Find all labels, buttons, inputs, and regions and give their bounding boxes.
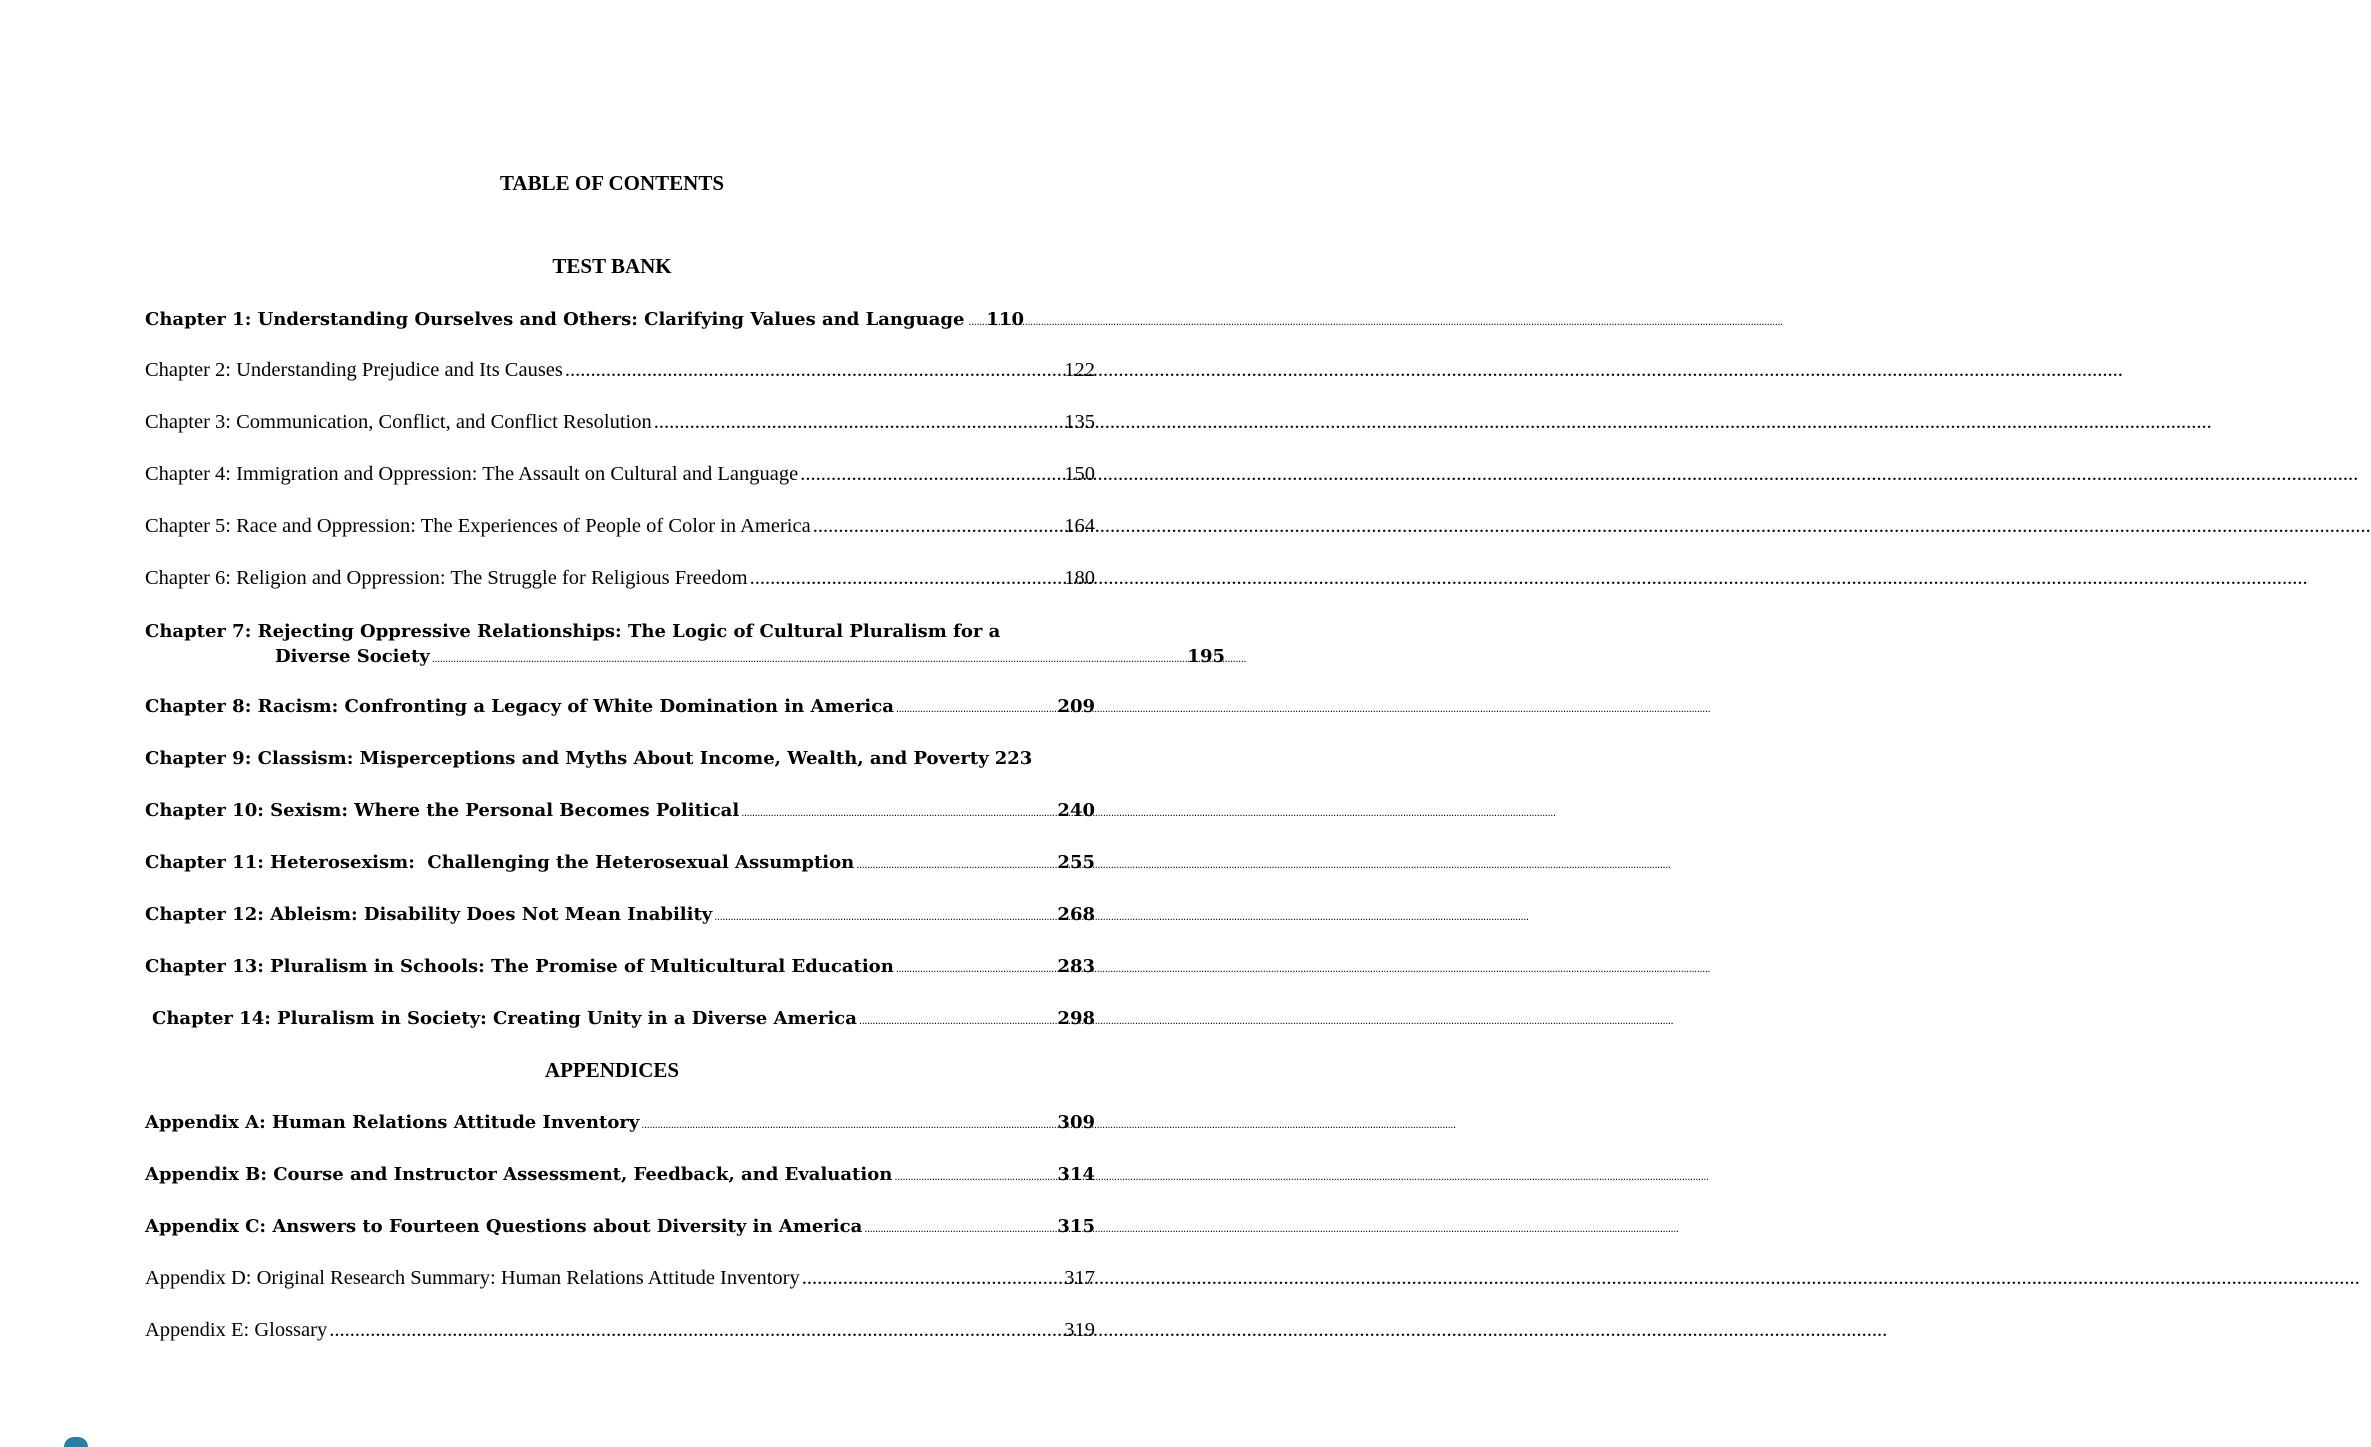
toc-entry-page: 309 [1057, 1112, 1095, 1133]
toc-entry-appendix-a[interactable] [145, 1110, 1095, 1139]
toc-entry-page: 255 [1057, 852, 1095, 873]
toc-entry-page: 223 [994, 748, 1033, 769]
dot-leader [802, 1265, 1063, 1291]
toc-entry-chapter-11[interactable] [145, 850, 1095, 879]
toc-entry-appendix-c[interactable] [145, 1214, 1095, 1243]
dot-leader [968, 310, 982, 336]
toc-entry-title: Chapter 5: Race and Oppression: The Experiences of People of Color in America [145, 515, 811, 537]
toc-entry-chapter-8[interactable] [145, 694, 1095, 723]
toc-entry-chapter-13[interactable] [145, 954, 1095, 983]
toc-entry-chapter-3[interactable] [145, 409, 1095, 435]
toc-entry-appendix-e[interactable] [145, 1317, 1095, 1343]
toc-entry-title: Appendix E: Glossary [145, 1319, 328, 1341]
toc-entry-page: 180 [1064, 567, 1095, 589]
dot-leader [565, 357, 1062, 383]
toc-entry-title: Chapter 14: Pluralism in Society: Creating Unity in a Diverse America [152, 1008, 857, 1029]
dot-leader [894, 1165, 1055, 1191]
dot-leader [714, 905, 1055, 931]
toc-entry-title: Chapter 12: Ableism: Disability Does Not Mean Inability [145, 904, 713, 925]
toc-entry-page: 164 [1064, 515, 1095, 537]
dot-leader [896, 957, 1056, 983]
dot-leader [750, 565, 1063, 591]
dot-leader [800, 461, 1062, 487]
toc-entry-title: Chapter 13: Pluralism in Schools: The Promise of Multicultural Education [145, 956, 894, 977]
toc-entry-title: Chapter 11: Heterosexism: Challenging the Heterosexual Assumption [145, 852, 855, 873]
toc-entry-page: 319 [1064, 1319, 1095, 1341]
toc-entry-title: Appendix D: Original Research Summary: Human Relations Attitude Inventory [145, 1267, 800, 1289]
toc-entry-chapter-9[interactable] [145, 746, 1087, 772]
toc-entry-page: 315 [1057, 1216, 1095, 1237]
toc-entry-chapter-2[interactable] [145, 357, 1095, 383]
toc-entry-page: 317 [1064, 1267, 1095, 1289]
toc-entry-page: 209 [1057, 696, 1095, 717]
toc-entry-title: Chapter 6: Religion and Oppression: The Struggle for Religious Freedom [145, 567, 748, 589]
section-heading-test-bank: TEST BANK [552, 254, 672, 278]
toc-entry-title: Chapter 4: Immigration and Oppression: The Assault on Cultural and Language [145, 463, 799, 485]
toc-entry-title-line-1: Chapter 7: Rejecting Oppressive Relationships: The Logic of Cultural Pluralism for a [145, 621, 1001, 642]
toc-entry-chapter-1[interactable] [145, 307, 1085, 336]
dot-leader [896, 697, 1056, 723]
toc-entry-title: Chapter 1: Understanding Ourselves and Others: Clarifying Values and Language [145, 309, 965, 330]
toc-entry-appendix-d[interactable] [145, 1265, 1095, 1291]
toc-entry-appendix-b[interactable] [145, 1162, 1095, 1191]
toc-entry-title: Appendix A: Human Relations Attitude Inventory [145, 1112, 640, 1133]
toc-entry-page: 298 [1057, 1008, 1095, 1029]
toc-entry-page: 122 [1064, 359, 1095, 381]
toc-entry-chapter-14[interactable] [152, 1006, 1095, 1035]
section-heading-appendices: APPENDICES [544, 1058, 680, 1082]
toc-entry-page: 314 [1057, 1164, 1095, 1185]
toc-entry-chapter-4[interactable] [145, 461, 1095, 487]
toc-entry-page: 195 [1187, 646, 1225, 667]
dot-leader [813, 513, 1063, 539]
toc-entry-page: 283 [1057, 956, 1095, 977]
toc-entry-title: Chapter 10: Sexism: Where the Personal Becomes Political [145, 800, 740, 821]
toc-entry-title: Appendix B: Course and Instructor Assessment, Feedback, and Evaluation [145, 1164, 893, 1185]
toc-entry-title: Chapter 2: Understanding Prejudice and Its Causes [145, 359, 563, 381]
toc-entry-title: Appendix C: Answers to Fourteen Questions about Diversity in America [145, 1216, 863, 1237]
dot-leader [432, 647, 1186, 672]
dot-leader [329, 1317, 1062, 1343]
toc-entry-chapter-10[interactable] [145, 798, 1095, 827]
toc-entry-page: 135 [1064, 411, 1095, 433]
toc-entry-chapter-5[interactable] [145, 513, 1095, 539]
toc-entry-title: Chapter 8: Racism: Confronting a Legacy of White Domination in America [145, 696, 894, 717]
toc-entry-title: Chapter 3: Communication, Conflict, and Conflict Resolution [145, 411, 652, 433]
page-title: TABLE OF CONTENTS [499, 171, 725, 195]
toc-entry-title: Chapter 9: Classism: Misperceptions and Myths About Income, Wealth, and Poverty [145, 748, 989, 769]
toc-entry-chapter-7[interactable] [145, 619, 1225, 672]
toc-entry-page: 268 [1057, 904, 1095, 925]
toc-entry-page: 110 [986, 309, 1024, 330]
toc-entry-page: 150 [1064, 463, 1095, 485]
dot-leader [654, 409, 1063, 435]
dot-leader [741, 801, 1055, 827]
toc-entry-page: 240 [1057, 800, 1095, 821]
dot-leader [859, 1009, 1056, 1035]
dot-leader [641, 1113, 1055, 1139]
toc-entry-chapter-6[interactable] [145, 565, 1095, 591]
corner-logo-fragment-icon [64, 1437, 88, 1447]
toc-entry-title-line-2: Diverse Society [275, 646, 430, 667]
dot-leader [864, 1217, 1055, 1243]
dot-leader [856, 853, 1055, 879]
toc-entry-chapter-12[interactable] [145, 902, 1095, 931]
